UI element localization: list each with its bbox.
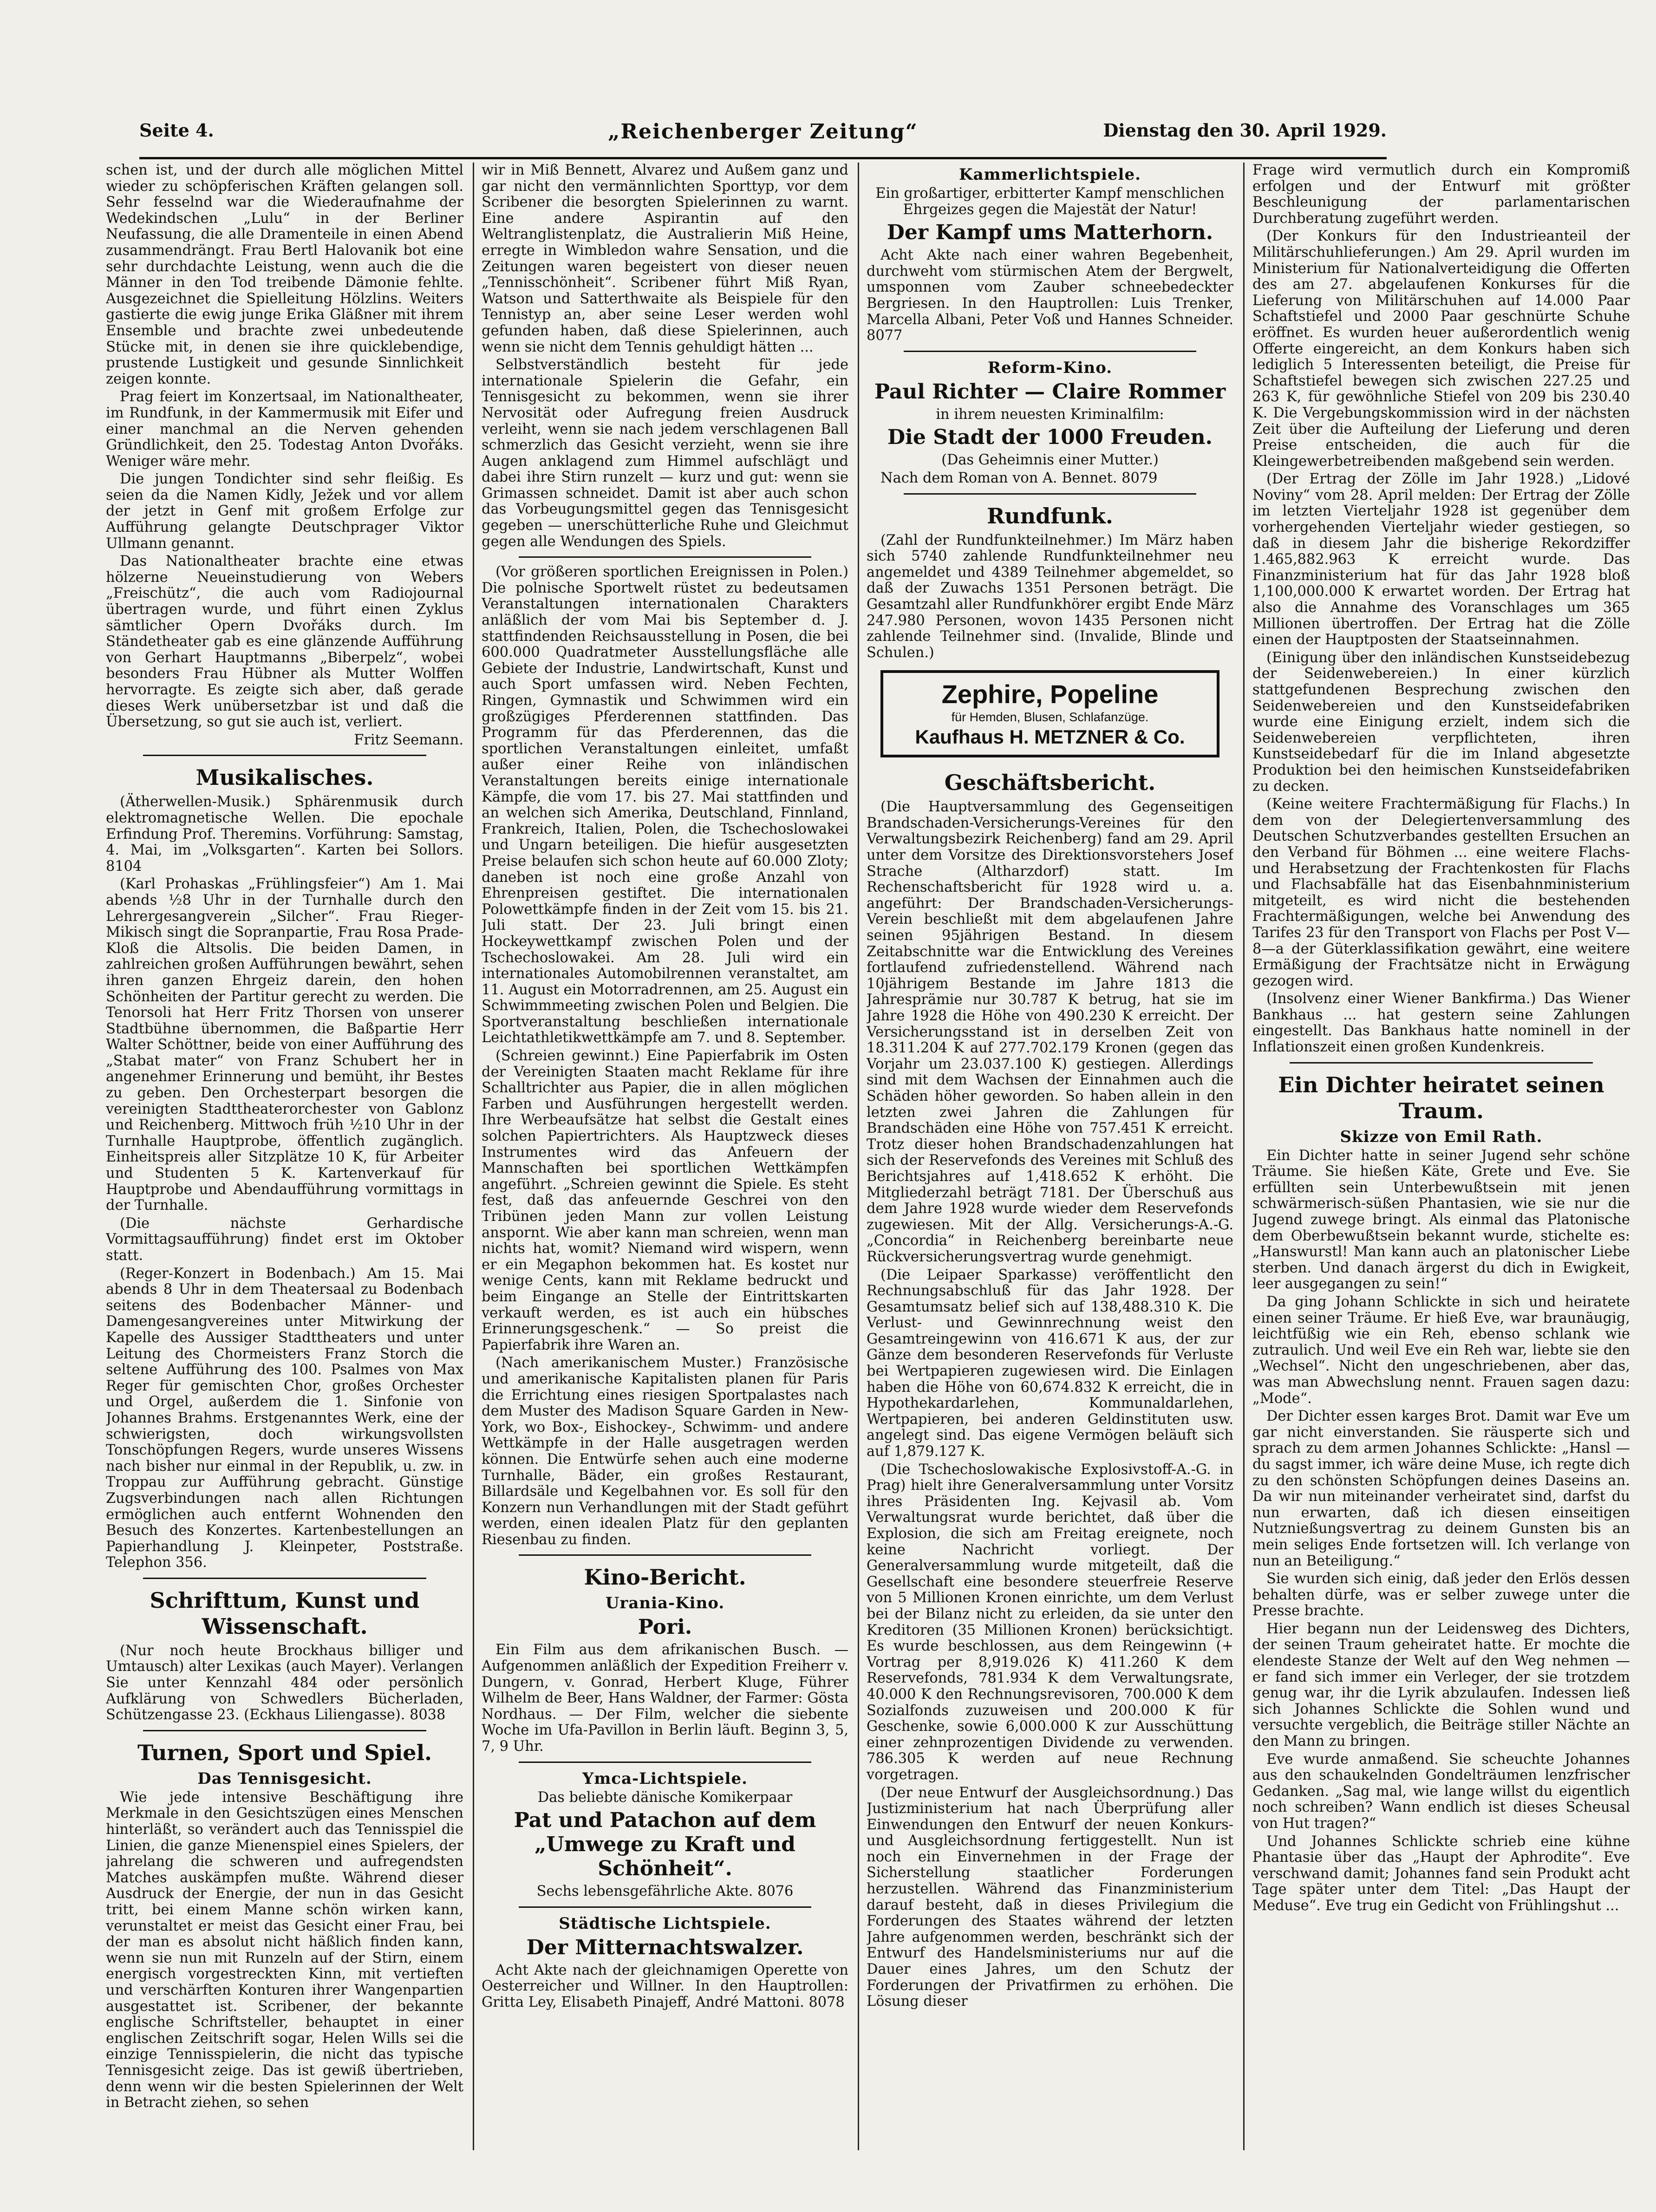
film-note: Das beliebte dänische Komikerpaar xyxy=(537,1789,793,1806)
section-rule xyxy=(143,755,426,756)
cinema-name: Urania-Kino. xyxy=(605,1594,725,1613)
ad-title: Zephire, Popeline xyxy=(941,679,1159,709)
section-rule xyxy=(519,1762,811,1763)
cinema-name: Kammerlichtspiele. xyxy=(959,165,1141,184)
film-note: in ihrem neuesten Kriminalfilm: xyxy=(936,406,1164,423)
story-paragraph: Hier begann nun der Leidensweg des Dichters, der seinen Traum geheiratet hatte. Er mochte die elendeste Stanze der Welt auf den Weg nehmen — er fand sich immer ein Verleger, der sie trotzdem genug war, ihr die Lyrik abzulaufen. Indessen ließ sich Johannes Schlickte die Sohlen wund und versuchte vergeblich, die Beiträge stiller Nächte an den Mann zu bringen. xyxy=(1252,1620,1630,1750)
column-3 xyxy=(867,163,1233,2150)
story-paragraph: Ein Dichter hatte in seiner Jugend sehr schöne Träume. Sie hießen Käte, Grete und Eve. Sie erfüllten sein Unterbewußtsein mit jenen schwärmerisch-süßen Phantasien, wie sie nur die Jugend zuwege bringt. Als einmal das Platonische dem Oberbewußtsein bekannt wurde, stichelte es: „Hanswurstl! Man kann auch an platonischer Liebe sterben. Und danach ärgerst du dich in Ewigkeit, leer ausgegangen zu sein!“ xyxy=(1252,1147,1630,1292)
story-paragraph: Der Dichter essen karges Brot. Damit war Eve um gar nicht einverstanden. Sie räusperte sich und sprach zu dem armen Johannes Schlickte: „Hansl — du sagst immer, ich wäre deine Muse, ich regte dich zu den schönsten Schöpfungen deines Daseins an. Da wir nun miteinander verheiratet sind, darfst du nun erwarten, daß ich diesen einseitigen Nutznießungsvertrag zu deinem Gunsten bis an mein seliges Ende fortsetzen will. Ich verlange von nun an Beteiligung.“ xyxy=(1252,1408,1630,1569)
news-item: (Die Tschechoslowakische Explosivstoff-A.-G. in Prag) hielt ihre Generalversammlung unter Vorsitz ihres Präsidenten Ing. Kejvasil ab. Vom Verwaltungsrat wurde berichtet, daß über die Explosion, die sich am Freitag ereignete, noch keine Nachricht vorliegt. Der Generalversammlung wurde mitgeteilt, daß die Gesellschaft eine besondere steuerfreie Reserve von 5 Millionen Kronen einrichte, um dem Verlust bei der Bilanz nicht zu erleiden, da sie unter den Kreditoren (35 Millionen Kronen) berücksichtigt. Es wurde beschlossen, aus dem Reingewinn (+ Vortrag per 8,919.026 K) 411.260 K dem Reservefonds, 781.934 K dem Verwaltungsrate, 40.000 K den Rechnungsrevisoren, 700.000 K dem Sozialfonds zuzuweisen und 200.000 K für Geschenke, sowie 6,000.000 K zur Ausschüttung einer zehnprozentigen Dividende zu verwenden. 786.305 K werden auf neue Rechnung vorgetragen. xyxy=(867,1461,1233,1783)
news-item: Frage wird vermutlich durch ein Kompromiß erfolgen und der Entwurf mit größter Beschleunigung der parlamentarischen Durchberatung zugeführt werden. xyxy=(1252,163,1630,227)
article-paragraph: Das Nationaltheater brachte eine etwas hölzerne Neueinstudierung von Webers „Freischütz“, die auch vom Radiojournal übertragen wurde, und führt einen Zyklus sämtlicher Opern Dvořáks durch. Im Ständetheater gab es eine glänzende Aufführung von Gerhart Hauptmanns „Biberpelz“, wobei besonders Frau Hübner als Mutter Wolffen hervorragte. Es zeigte sich aber, daß gerade dieses Werk unübersetzbar ist und daß die Übersetzung, so gut sie auch ist, verliert. xyxy=(106,553,463,731)
section-rule xyxy=(143,1578,426,1579)
page-header xyxy=(139,120,1387,154)
news-item: (Insolvenz einer Wiener Bankfirma.) Das Wiener Bankhaus ... hat gestern seine Zahlungen eingestellt. Das Bankhaus hatte nominell in der Inflationszeit einen großen Kundenkreis. xyxy=(1252,991,1630,1056)
cinema-name: Ymca-Lichtspiele. xyxy=(582,1769,748,1788)
column-4 xyxy=(1252,163,1630,2150)
section-heading-musik: Musikalisches. xyxy=(196,765,374,790)
section-rule xyxy=(143,1730,426,1731)
story-byline: Skizze von Emil Rath. xyxy=(1340,1127,1543,1146)
film-note: Ein großartiger, erbitterter Kampf menschlichen Ehrgeizes gegen die Majestät der Natur! xyxy=(875,185,1225,218)
news-item: (Die Leipaer Sparkasse) veröffentlicht den Rechnungsabschluß für das Jahr 1928. Der Gesamtumsatz belief sich auf 138,488.310 K. Die Verlust- und Gewinnrechnung weist den Gesamtreingewinn von 416.671 K aus, der zur Gänze dem besonderen Reservefonds für Verluste bei Wertpapieren zugewiesen wird. Die Einlagen haben die Höhe von 60,674.832 K erreicht, die in Hypothekardarlehen, Kommunaldarlehen, Wertpapieren, bei anderen Geldinstituten usw. angelegt sind. Das eigene Vermögen beläuft sich auf 1,879.127 K. xyxy=(867,1266,1233,1460)
section-rule xyxy=(1290,1062,1593,1064)
column-2 xyxy=(482,163,848,2150)
news-item: (Nach amerikanischem Muster.) Französische und amerikanische Kapitalisten planen für Paris die Errichtung eines riesigen Sportpalastes nach dem Muster des Madison Square Garden in New-York, wo Box-, Eishockey-, Schwimm- und andere Wettkämpfe in der Halle ausgetragen werden können. Die Entwürfe sehen auch eine moderne Turnhalle, Bäder, ein großes Restaurant, Billardsäle und Kegelbahnen vor. Es soll für den Konzern nun Verhandlungen mit der Stadt geführt werden, einen idealen Platz für den geplanten Riesenbau zu finden. xyxy=(482,1355,848,1548)
header-rule xyxy=(139,157,1387,159)
article-title: Das Tennisgesicht. xyxy=(197,1769,372,1788)
film-cast: Paul Richter — Claire Rommer xyxy=(874,379,1226,404)
news-item: (Die nächste Gerhardische Vormittagsaufführung) findet erst im Oktober statt. xyxy=(106,1215,463,1264)
story-paragraph: Sie wurden sich einig, daß jeder den Erlös dessen behalten dürfe, was er selber zuwege unter die Presse brachte. xyxy=(1252,1571,1630,1619)
article-paragraph: Die jungen Tondichter sind sehr fleißig. Es seien da die Namen Kidly, Ježek und vor allem der jetzt in Genf mit großem Erfolge zur Aufführung gelangte Deutschprager Viktor Ullmann genannt. xyxy=(106,471,463,552)
section-heading-kino: Kino-Bericht. xyxy=(584,1565,746,1590)
ad-firm: Kaufhaus H. METZNER & Co. xyxy=(915,726,1185,748)
film-title: Der Mitternachtswalzer. xyxy=(526,1935,804,1959)
cinema-name: Städtische Lichtspiele. xyxy=(559,1914,771,1933)
article-paragraph: schen ist, und der durch alle möglichen Mittel wieder zu schöpferischen Kräften gelangen soll. Sehr fesselnd war die Wiederaufnahme der Wedekindschen „Lulu“ in der Berliner Neufassung, die alle Dramenteile in einen Abend zusammendrängt. Frau Bertl Halovanik bot eine sehr durchdachte Leistung, wenn auch die die Männer in den Tod treibende Dämonie fehlte. Ausgezeichnet die Spielleitung Hölzlins. Weiters gastierte die ewig junge Erika Gläßner mit ihrem Ensemble und brachte zwei unbedeutende Stücke mit, in denen sie ihre quicklebendige, prustende Lustigkeit und gesunde Sinnlichkeit zeigen konnte. xyxy=(106,163,463,387)
article-paragraph: Prag feiert im Konzertsaal, im Nationaltheater, im Rundfunk, in der Kammermusik mit Eifer und einer manchmal an die Nerven gehenden Gründlichkeit, den 25. Todestag Anton Dvořáks. Weniger wäre mehr. xyxy=(106,389,463,470)
column-1 xyxy=(106,163,463,2150)
story-paragraph: Eve wurde anmaßend. Sie scheuchte Johannes aus den schaukelnden Gondelträumen lenzfrischer Gedanken. „Sag mal, wie lange willst du eigentlich noch schreiben? Wann endlich ist dieses Scheusal von Hut tragen?“ xyxy=(1252,1751,1630,1832)
film-subtitle: (Das Geheimnis einer Mutter.) xyxy=(941,452,1159,469)
film-note: Nach dem Roman von A. Bennet. 8079 xyxy=(880,470,1158,486)
film-description: Acht Akte nach einer wahren Begebenheit, durchweht vom stürmischen Atem der Bergwelt, umsponnen vom Zauber schneebedeckter Bergriesen. In den Hauptrollen: Luis Trenker, Marcella Albani, Peter Voß und Hannes Schneider. 8077 xyxy=(867,247,1233,344)
section-heading-schrifttum: Schrifttum, Kunst und Wissenschaft. xyxy=(150,1587,420,1639)
news-item: (Die Hauptversammlung des Gegenseitigen Brandschaden-Versicherungs-Vereines für den Verwaltungsbezirk Reichenberg) fand am 29. April unter dem Vorsitze des Direktionsvorstehers Josef Strache (Altharzdorf) statt. Im Rechenschaftsbericht für 1928 wird u. a. angeführt: Der Brandschaden-Versicherungs-Verein beschließt mit dem abgelaufenen Jahre seinen 95jährigen Bestand. In diesem Zeitabschnitte war die Entwicklung des Vereines fortlaufend zufriedenstellend. Während nach 10jährigem Bestande im Jahre 1813 die Jahresprämie nur 30.787 K betrug, hat sie im Jahre 1928 die Höhe von 490.230 K erreicht. Der Versicherungsstand ist in derselben Zeit von 18.311.204 K auf 277.702.179 Kronen (gegen das Vorjahr um 23.037.100 K) gestiegen. Allerdings sind mit dem Wachsen der Einnahmen auch die Schäden höher geworden. So haben allein in den letzten zwei Jahren die Zahlungen für Brandschäden eine Höhe von 757.451 K erreicht. Trotz dieser hohen Brandschadenzahlungen hat sich der Reservefonds des Vereines mit Schluß des Berichtsjahres auf 1,418.652 K erhöht. Die Mitgliederzahl beträgt 7181. Der Überschuß aus dem Jahre 1928 wurde wieder dem Reservefonds zugewiesen. Mit der Allg. Versicherungs-A.-G. „Concordia“ in Reichenberg bereinbarte neue Rückversicherungsvertrag wurde genehmigt. xyxy=(867,799,1233,1265)
news-item: (Ätherwellen-Musik.) Sphärenmusik durch elektromagnetische Wellen. Die epochale Erfindung Prof. Theremins. Vorführung: Samstag, 4. Mai, im „Volksgarten“. Karten bei Sollors. 8104 xyxy=(106,794,463,874)
news-item: (Schreien gewinnt.) Eine Papierfabrik im Osten der Vereinigten Staaten macht Reklame für ihre Schalltrichter aus Papier, die in allen möglichen Farben und Ausführungen hergestellt werden. Ihre Werbeaufsätze hat selbst die Gestalt eines solchen Papiertrichters. Als Hauptzweck dieses Instrumentes wird das Anfeuern der Mannschaften bei sportlichen Wettkämpfen angeführt. „Schreien gewinnt die Spiele. Es steht fest, daß das anfeuernde Geschrei von den Tribünen jeden Mann zur vollen Leistung anspornt. Wie aber kann man schreien, wenn man nichts hat, womit? Niemand wird wispern, wenn er ein Megaphon bekommen hat. Es kostet nur wenige Cents, kann mit Reklame bedruckt und beim Eingange an Stelle der Eintrittskarten verkauft werden, es ist auch ein hübsches Erinnerungsgeschenk.“ — So preist die Papierfabrik ihre Waren an. xyxy=(482,1048,848,1353)
news-item: (Nur noch heute Brockhaus billiger und Umtausch) alter Lexikas (auch Mayer). Verlangen Sie unter Kennzahl 484 oder persönlich Aufklärung von Schwedlers Bücherladen, Schützengasse 23. (Eckhaus Liliengasse). 8038 xyxy=(106,1642,463,1723)
film-description: Ein Film aus dem afrikanischen Busch. — Aufgenommen anläßlich der Expedition Freiherr v. Dungern, v. Gonrad, Herbert Kluge, Führer Wilhelm de Beer, Hans Waldner, der Farmer: Gösta Nordhaus. — Der Film, welcher die siebente Woche im Ufa-Pavillon in Berlin läuft. Beginn 3, 5, 7, 9 Uhr. xyxy=(482,1642,848,1755)
article-paragraph: Selbstverständlich besteht für jede internationale Spielerin die Gefahr, ein Tennisgesicht zu bekommen, wenn sie ihrer Nervosität oder Aufregung freien Ausdruck verleiht, wenn sie nach jedem verschlagenen Ball schmerzlich das Gesicht verzieht, wenn sie ihre Augen anklagend zum Himmel aufschlägt und dabei ihre Stirn runzelt — kurz und gut: wenn sie Grimassen schneidet. Damit ist aber auch schon das Vorbeugungsmittel gegen das Tennisgesicht gegeben — unerschütterliche Ruhe und Gleichmut gegen alle Wendungen des Spiels. xyxy=(482,357,848,550)
article-paragraph: wir in Miß Bennett, Alvarez und Außem ganz und gar nicht den vermännlichten Sporttyp, vor dem Scribener die besorgten Spielerinnen zu warnt. Eine andere Aspirantin auf den Weltranglistenplatz, die Australierin Miß Heine, erregte in Wimbledon wahre Sensation, und die Zeitungen waren begeistert von dieser neuen „Tennisschönheit“. Scribener führt Miß Ryan, Watson und Satterthwaite als Beispiele für den Tennistyp an, aber seine Leser werden wohl gefunden haben, daß diese Spielerinnen, auch wenn sie nicht dem Tennis gehuldigt hätten ... xyxy=(482,163,848,355)
news-item: (Zahl der Rundfunkteilnehmer.) Im März haben sich 5740 zahlende Rundfunkteilnehmer neu angemeldet und 4389 Teilnehmer abgemeldet, so daß der Zuwachs 1351 Personen beträgt. Die Gesamtzahl aller Rundfunkhörer ergibt Ende März 247.980 Personen, wovon 1435 Personen nicht zahlende Teilnehmer sind. (Invalide, Blinde und Schulen.) xyxy=(867,532,1233,661)
page-number: Seite 4. xyxy=(139,120,214,141)
article-paragraph: Wie jede intensive Beschäftigung ihre Merkmale in den Gesichtszügen eines Menschen hinterläßt, so verändert auch das Tennisspiel die Linien, die ganze Mienenspiel eines Spielers, der jahrelang die schweren und aufregendsten Matches auskämpfen mußte. Während dieser Ausdruck der Energie, der nun in das Gesicht tritt, bei einem Manne schön wirken kann, verunstaltet er meist das Gesicht einer Frau, bei der man es absolut nicht häßlich finden kann, wenn sie nun mit Runzeln auf der Stirn, einem energisch vorgestreckten Kinn, mit vertieften und verschärften Konturen ihrer Wangenpartien ausgestattet ist. Scribener, der bekannte englische Schriftsteller, behauptet in einer englischen Zeitschrift sogar, Helen Wills sei die einzige Tennisspielerin, die nicht das typische Tennisgesicht zeige. Das ist gewiß übertrieben, denn wenn wir die besten Spielerinnen der Welt in Betracht ziehen, so sehen xyxy=(106,1789,463,2111)
news-item: (Der Ertrag der Zölle im Jahr 1928.) „Lidové Noviny“ vom 28. April melden: Der Ertrag der Zölle im letzten Vierteljahr 1928 ist gegenüber dem vorhergehenden Vierteljahr wieder gestiegen, so daß in diesem Jahr die bisherige Rekordziffer 1.465,882.963 K erreicht wurde. Das Finanzministerium hat für das Jahr 1928 bloß 1,100,000.000 K erwartet worden. Der Ertrag hat also die Annahme des Voranschlages um 365 Millionen übertroffen. Der Ertrag hat die Zölle einen der Hauptposten der Staatseinnahmen. xyxy=(1252,471,1630,648)
story-paragraph: Und Johannes Schlickte schrieb eine kühne Phantasie über das „Haupt der Aphrodite“. Eve verschwand damit; Johannes fand sein Produkt acht Tage später unter dem Titel: „Das Haupt der Meduse“. Eve trug ein Gedicht von Frühlingshut ... xyxy=(1252,1833,1630,1914)
film-note: Sechs lebensgefährliche Akte. 8076 xyxy=(536,1883,794,1900)
film-title: Der Kampf ums Matterhorn. xyxy=(887,221,1213,245)
masthead: „Reichenberger Zeitung“ xyxy=(608,120,918,144)
ad-subtitle: für Hemden, Blusen, Schlafanzüge. xyxy=(951,710,1149,724)
column-divider xyxy=(1243,163,1245,2150)
advertisement xyxy=(880,670,1219,757)
section-heading-rundfunk: Rundfunk. xyxy=(987,503,1113,529)
news-item: (Der Konkurs für den Industrieanteil der Militärschuhlieferungen.) Am 29. April wurden im Ministerium für Nationalverteidigung die Offerten des am 27. abgelaufenen Konkurses für die Lieferung von Militärschuhen auf 14.000 Paar Schaftstiefel und 2000 Paar geschnürte Schuhe eröffnet. Es wurden heuer außerordentlich wenig Offerte eingereicht, an dem Konkurs haben sich lediglich 5 Interessenten beteiligt, die Preise für Schaftstiefel bewegen sich zwischen 227.25 und 263 K, für gewöhnliche Stiefel von 209 bis 230.40 K. Die Vergebungskommission wird in der nächsten Zeit über die Aufteilung der Lieferung und deren Preise entscheiden, die auch für die Kleingewerbetreibenden maßgebend sein werden. xyxy=(1252,228,1630,470)
news-item: (Der neue Entwurf der Ausgleichsordnung.) Das Justizministerium hat nach Überprüfung aller Einwendungen den Entwurf der neuen Konkurs- und Ausgleichsordnung fertiggestellt. Nun ist noch ein Einvernehmen in der Frage der Sicherstellung staatlicher Forderungen herzustellen. Während das Finanzministerium darauf besteht, daß in dieses Privilegium die Forderungen des Staates während der letzten Jahre aufgenommen werden, beschränkt sich der Entwurf des Handelsministeriums nur auf die Dauer eines Jahres, um den Schutz der Forderungen der Privatfirmen zu erhöhen. Die Lösung dieser xyxy=(867,1784,1233,2010)
story-paragraph: Da ging Johann Schlickte in sich und heiratete einen seiner Träume. Er hieß Eve, war braunäugig, leichtfüßig wie ein Reh, ebenso schlank wie zutraulich. Und weil Eve ein Reh war, liebte sie den „Wechsel“. Nicht den ungeschriebenen, aber das, was man Abwechslung nennt. Frauen sagen dazu: „Mode“. xyxy=(1252,1294,1630,1407)
section-heading-geschaeft: Geschäftsbericht. xyxy=(944,770,1156,796)
cinema-name: Reform-Kino. xyxy=(987,358,1113,377)
column-divider xyxy=(473,163,474,2150)
news-item: (Keine weitere Frachtermäßigung für Flachs.) In dem von der Delegiertenversammlung des Deutschen Schutzverbandes gestellten Ersuchen an den Verband für Böhmen ... eine weitere Flachs- und Herabsetzung der Frachtenkosten für Flachs und Flachsabfälle hat das Eisenbahnministerium mitgeteilt, es wird nicht die bestehenden Frachtermäßigungen, welche bei Anwendung des Tarifes 23 für den Transport von Flachs per Post V—8—a der Güterklassifikation gewährt, eine weitere Ermäßigung der Frachtsätze nicht in Erwägung gezogen wird. xyxy=(1252,796,1630,989)
news-item: (Einigung über den inländischen Kunstseidebezug der Seidenwebereien.) In einer kürzlich stattgefundenen Besprechung zwischen den Seidenwebereien und den Kunstseidefabriken wurde eine Einigung erzielt, indem sich die Seidenwebereien verpflichteten, ihren Kunstseidebedarf für die im Inland abgesetzte Produktion bei den heimischen Kunstseidefabriken zu decken. xyxy=(1252,649,1630,795)
news-item: (Karl Prohaskas „Frühlingsfeier“) Am 1. Mai abends ½8 Uhr in der Turnhalle durch den Lehrergesangverein „Silcher“. Frau Rieger-Mikisch singt die Sopranpartie, Frau Rosa Prade-Kloß die Altsolis. Die beiden Damen, in zahlreichen großen Aufführungen bewährt, sehen ihren ganzen Ehrgeiz darein, den hohen Schönheiten der Partitur gerecht zu werden. Die Tenorsoli hat Herr Fritz Thorsen von unserer Stadtbühne übernommen, die Baßpartie Herr Walter Schöttner, beide von einer Aufführung des „Stabat mater“ von Franz Schubert her in angenehmer Erinnerung und bemüht, ihr Bestes zu geben. Den Orchesterpart besorgen die vereinigten Stadttheaterorchester von Gablonz und Reichenberg. Mittwoch früh ½10 Uhr in der Turnhalle Hauptprobe, öffentlich zugänglich. Einheitspreis aller Sitzplätze 10 K, für Arbeiter und Studenten 5 K. Kartenverkauf für Hauptprobe und Abendaufführung vormittags in der Turnhalle. xyxy=(106,876,463,1214)
film-title: Die Stadt der 1000 Freuden. xyxy=(887,425,1213,450)
column-divider xyxy=(858,163,859,2150)
film-title: Pori. xyxy=(638,1615,692,1639)
section-rule xyxy=(519,1554,811,1556)
section-rule xyxy=(904,351,1196,352)
section-heading-sport: Turnen, Sport und Spiel. xyxy=(137,1740,432,1765)
news-item: (Reger-Konzert in Bodenbach.) Am 15. Mai abends 8 Uhr in dem Theatersaal zu Bodenbach seitens des Bodenbacher Männer- und Damengesangvereines unter Mitwirkung der Kapelle des Aussiger Stadttheaters und unter Leitung des Chormeisters Franz Storch die seltene Aufführung des 100. Psalmes von Max Reger für gemischten Chor, großes Orchester und Orgel, außerdem die 1. Sinfonie von Johannes Brahms. Erstgenanntes Werk, eine der schwierigsten, doch wirkungsvollsten Tonschöpfungen Regers, wurde unseres Wissens nach bisher nur einmal in der Republik, u. zw. in Troppau zur Aufführung gebracht. Günstige Zugsverbindungen nach allen Richtungen ermöglichen auch entfernt Wohnenden den Besuch des Konzertes. Kartenbestellungen an Papierhandlung J. Kleinpeter, Poststraße. Telephon 356. xyxy=(106,1265,463,1571)
section-rule xyxy=(519,1906,811,1908)
story-title: Ein Dichter heiratet seinen Traum. xyxy=(1278,1072,1604,1123)
section-rule xyxy=(519,556,811,558)
news-item: (Vor größeren sportlichen Ereignissen in Polen.) Die polnische Sportwelt rüstet zu bedeutsamen Veranstaltungen internationalen Charakters anläßlich der vom Mai bis September d. J. stattfindenden Reichsausstellung in Posen, die bei 600.000 Quadratmeter Ausstellungsfläche alle Gebiete der Industrie, Landwirtschaft, Kunst und auch Sport umfassen wird. Neben Fechten, Ringen, Gymnastik und Schwimmen wird ein großzügiges Pferderennen stattfinden. Das Programm für das Pferderennen, das die sportlichen Veranstaltungen einleitet, umfaßt außer einer Reihe von inländischen Veranstaltungen bereits einige internationale Kämpfe, die vom 17. bis 27. Mai stattfinden und an welchen sich Amerika, Deutschland, Finnland, Frankreich, Italien, Polen, die Tschechoslowakei und Ungarn beteiligen. Die hiefür ausgesetzten Preise belaufen sich schon heute auf 60.000 Zloty; daneben ist noch eine große Anzahl von Ehrenpreisen gestiftet. Die internationalen Polowettkämpfe finden in der Zeit vom 15. bis 21. Juli statt. Der 23. Juli bringt einen Hockeywettkampf zwischen Polen und der Tschechoslowakei. Am 28. Juli wird ein internationales Automobilrennen veranstaltet, am 11. August ein Motorradrennen, am 25. August ein Schwimmmeeting zwischen Polen und Belgien. Die Sportveranstaltung beschließen internationale Leichtathletikwettkämpfe am 7. und 8. September. xyxy=(482,564,848,1046)
film-title: Pat und Patachon auf dem „Umwege zu Kraft und Schönheit“. xyxy=(514,1808,816,1881)
author-signature: Fritz Seemann. xyxy=(354,731,463,748)
issue-date: Dienstag den 30. April 1929. xyxy=(1103,120,1387,141)
section-rule xyxy=(904,493,1196,495)
film-description: Acht Akte nach der gleichnamigen Operette von Oesterreicher und Willner. In den Hauptrollen: Gritta Ley, Elisabeth Pinajeff, André Mattoni. 8078 xyxy=(482,1962,848,2010)
